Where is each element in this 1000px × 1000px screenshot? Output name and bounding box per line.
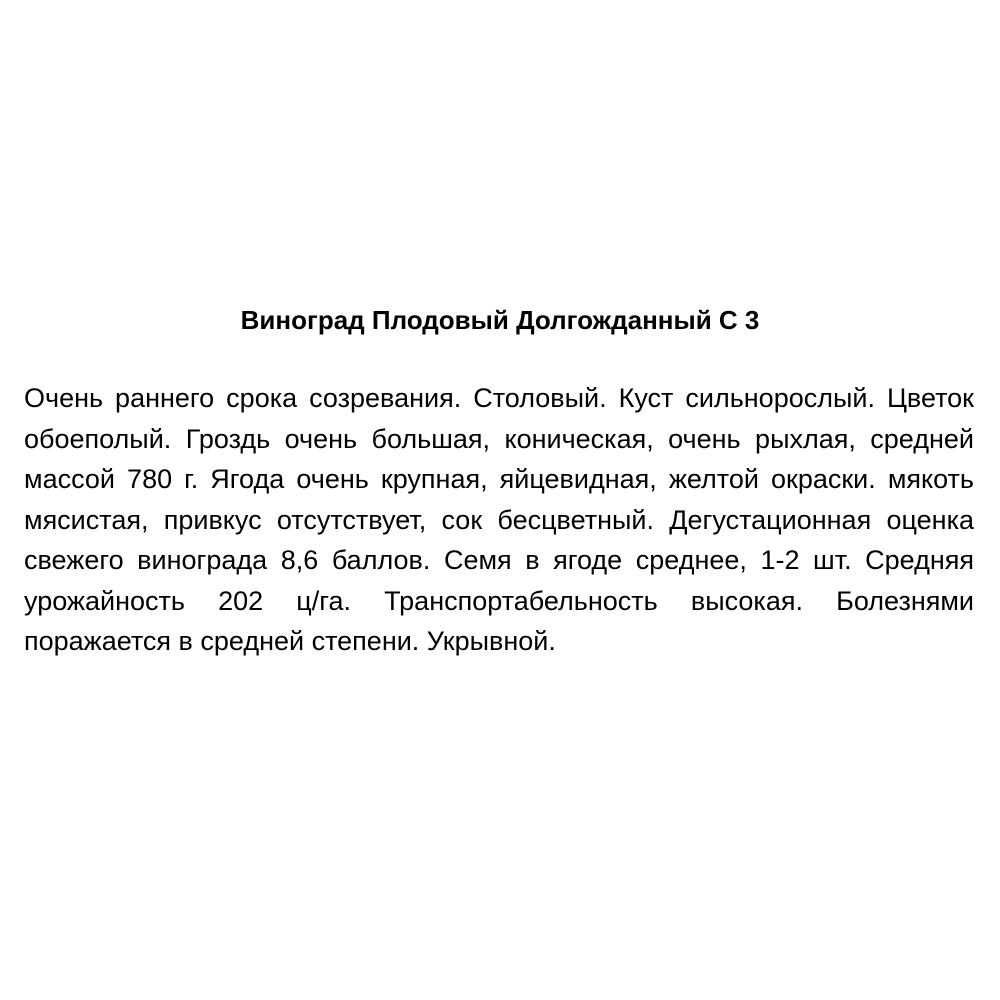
- product-title: Виноград Плодовый Долгожданный С 3: [240, 305, 760, 335]
- product-description: Очень раннего срока созревания. Столовый. Куст сильнорослый. Цветок обоеполый. Гроздь очень большая, коническая, очень рыхлая, средней массой 780 г. Ягода очень крупная, яйцевидная, желтой окраски. мякоть мясистая, привкус отсутствует, сок бесцветный. Дегустационная оценка свежего винограда 8,6 баллов. Семя в ягоде среднее, 1-2 шт. Средняя урожайность 202 ц/га. Транспортабельность высокая. Болезнями поражается в средней степени. Укрывной.: [24, 383, 974, 656]
